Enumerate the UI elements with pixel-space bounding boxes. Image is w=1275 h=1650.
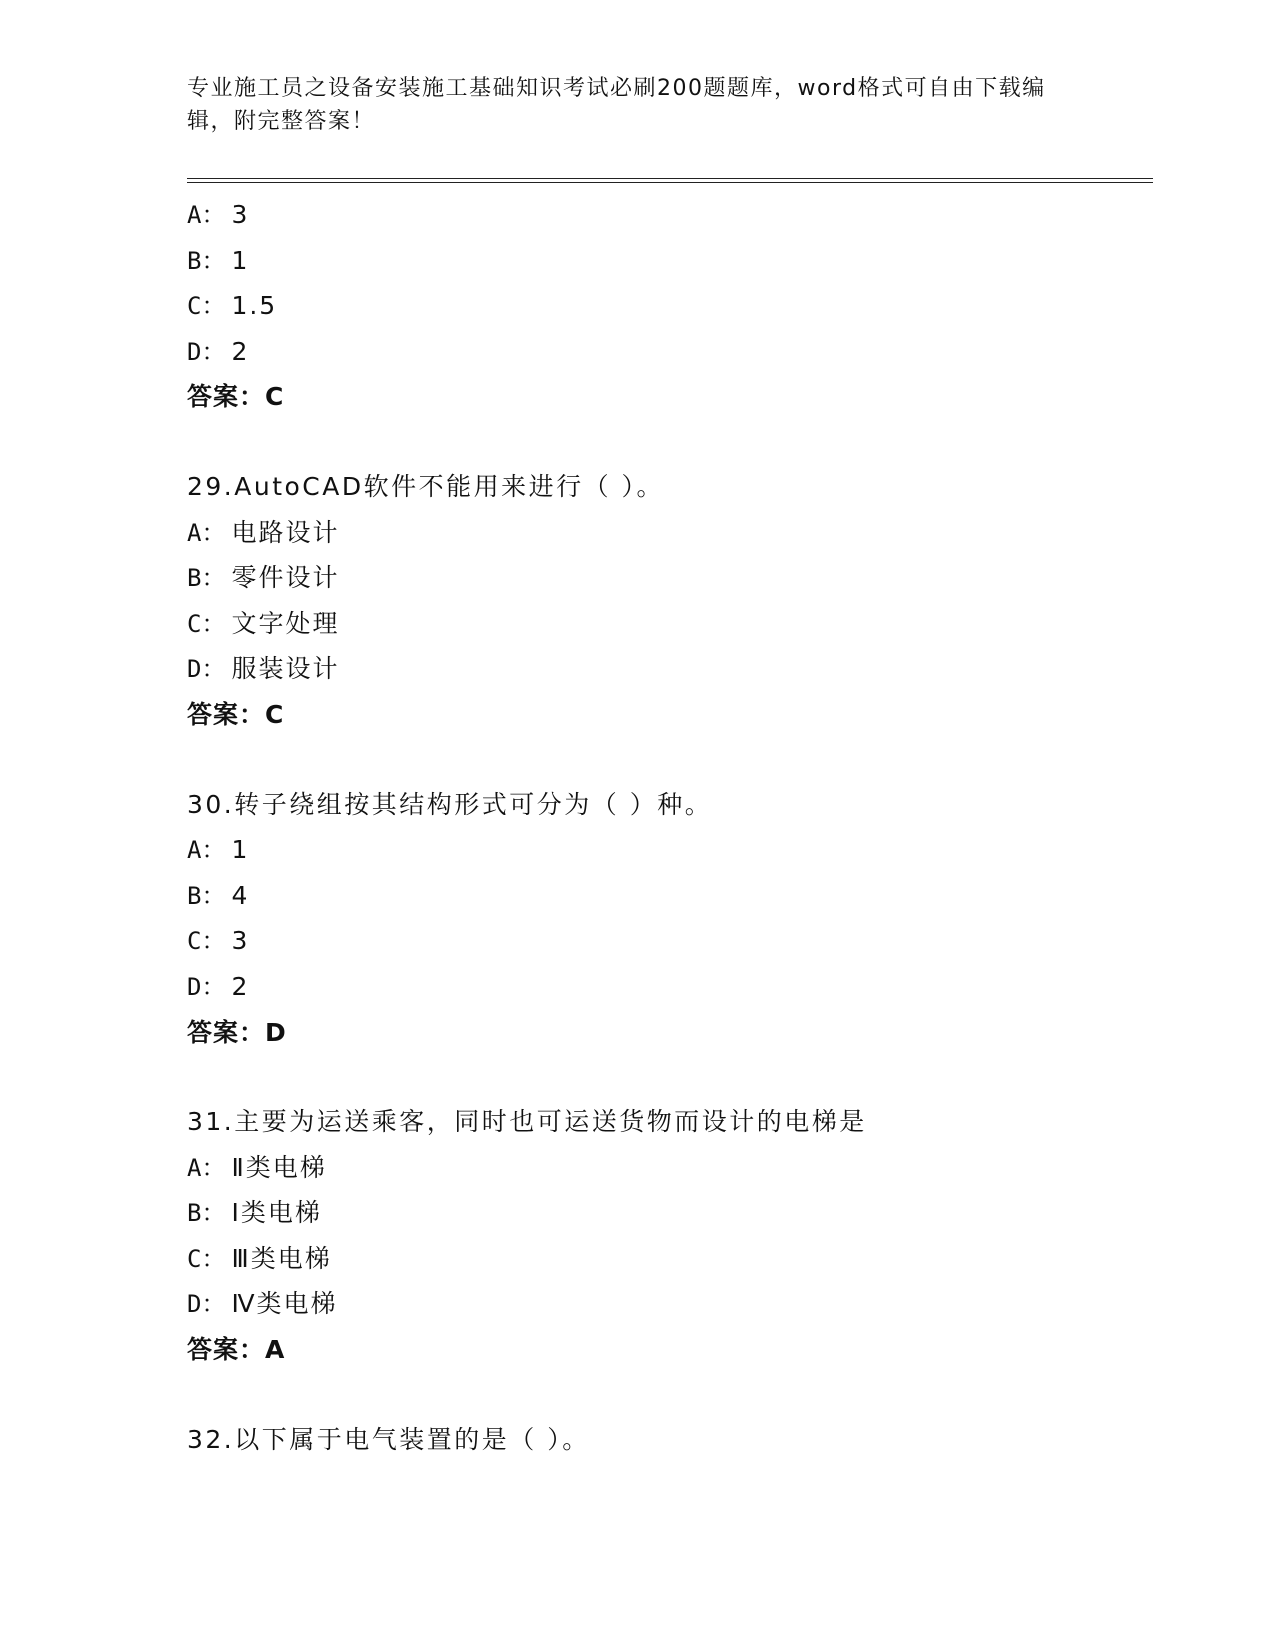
question-title: 29.AutoCAD软件不能用来进行（ ）。: [187, 471, 665, 501]
option-d: [187, 964, 1147, 1010]
option-letter: A：: [187, 1153, 226, 1182]
spacer: [187, 420, 1147, 464]
spacer: [187, 1373, 1147, 1417]
option-a: [187, 510, 1147, 556]
option-letter: D：: [187, 1290, 226, 1319]
option-text: Ⅰ类电梯: [231, 1198, 322, 1228]
option-text: 文字处理: [231, 608, 340, 638]
option-letter: D：: [187, 655, 226, 684]
option-letter: C：: [187, 1244, 226, 1273]
option-c: [187, 1236, 1147, 1282]
option-letter: B：: [187, 564, 226, 593]
option-text: 1: [231, 245, 250, 275]
option-letter: B：: [187, 246, 226, 275]
option-text: Ⅱ类电梯: [231, 1152, 327, 1182]
option-text: 2: [231, 336, 250, 366]
option-text: 2: [231, 971, 250, 1001]
option-text: 电路设计: [231, 517, 340, 547]
option-letter: B：: [187, 881, 226, 910]
option-letter: B：: [187, 1199, 226, 1228]
answer-line: 答案：A: [187, 1335, 286, 1365]
option-letter: C：: [187, 292, 226, 321]
option-c: [187, 918, 1147, 964]
option-text: Ⅳ类电梯: [231, 1289, 338, 1319]
option-text: 服装设计: [231, 654, 340, 684]
option-letter: A：: [187, 201, 226, 229]
question-title: 32.以下属于电气装置的是（ ）。: [187, 1424, 590, 1454]
option-d: [187, 329, 1147, 375]
option-letter: D：: [187, 972, 226, 1001]
question-list: [187, 192, 1147, 1462]
option-a: [187, 1145, 1147, 1191]
question-title: 31.主要为运送乘客，同时也可运送货物而设计的电梯是: [187, 1107, 867, 1137]
option-a: [187, 827, 1147, 873]
option-text: 3: [231, 926, 250, 956]
question-title: 30.转子绕组按其结构形式可分为（ ）种。: [187, 789, 713, 819]
answer-line: 答案：C: [187, 382, 285, 412]
option-letter: A：: [187, 518, 226, 547]
option-a: [187, 192, 1147, 238]
option-letter: D：: [187, 337, 226, 366]
option-letter: C：: [187, 609, 226, 638]
question-block: [187, 192, 1147, 420]
option-text: 3: [231, 200, 250, 229]
option-d: [187, 1281, 1147, 1327]
spacer: [187, 738, 1147, 782]
option-b: [187, 555, 1147, 601]
option-c: [187, 601, 1147, 647]
option-b: [187, 873, 1147, 919]
question-block: [187, 1099, 1147, 1373]
option-b: [187, 238, 1147, 284]
option-b: [187, 1190, 1147, 1236]
answer-line: 答案：C: [187, 699, 285, 729]
header-divider: [187, 178, 1153, 183]
question-block: [187, 782, 1147, 1056]
option-text: 零件设计: [231, 563, 340, 593]
option-letter: A：: [187, 836, 226, 865]
spacer: [187, 1055, 1147, 1099]
option-d: [187, 646, 1147, 692]
option-text: 1: [231, 835, 250, 865]
option-text: 4: [231, 880, 250, 910]
option-letter: C：: [187, 927, 226, 956]
question-block: [187, 1417, 1147, 1463]
option-text: Ⅲ类电梯: [231, 1243, 332, 1273]
option-text: 1.5: [231, 291, 278, 321]
answer-line: 答案：D: [187, 1017, 287, 1047]
option-c: [187, 283, 1147, 329]
question-block: [187, 464, 1147, 738]
page-header: 专业施工员之设备安装施工基础知识考试必刷200题题库，word格式可自由下载编辑，附完整答案！: [187, 76, 1046, 134]
